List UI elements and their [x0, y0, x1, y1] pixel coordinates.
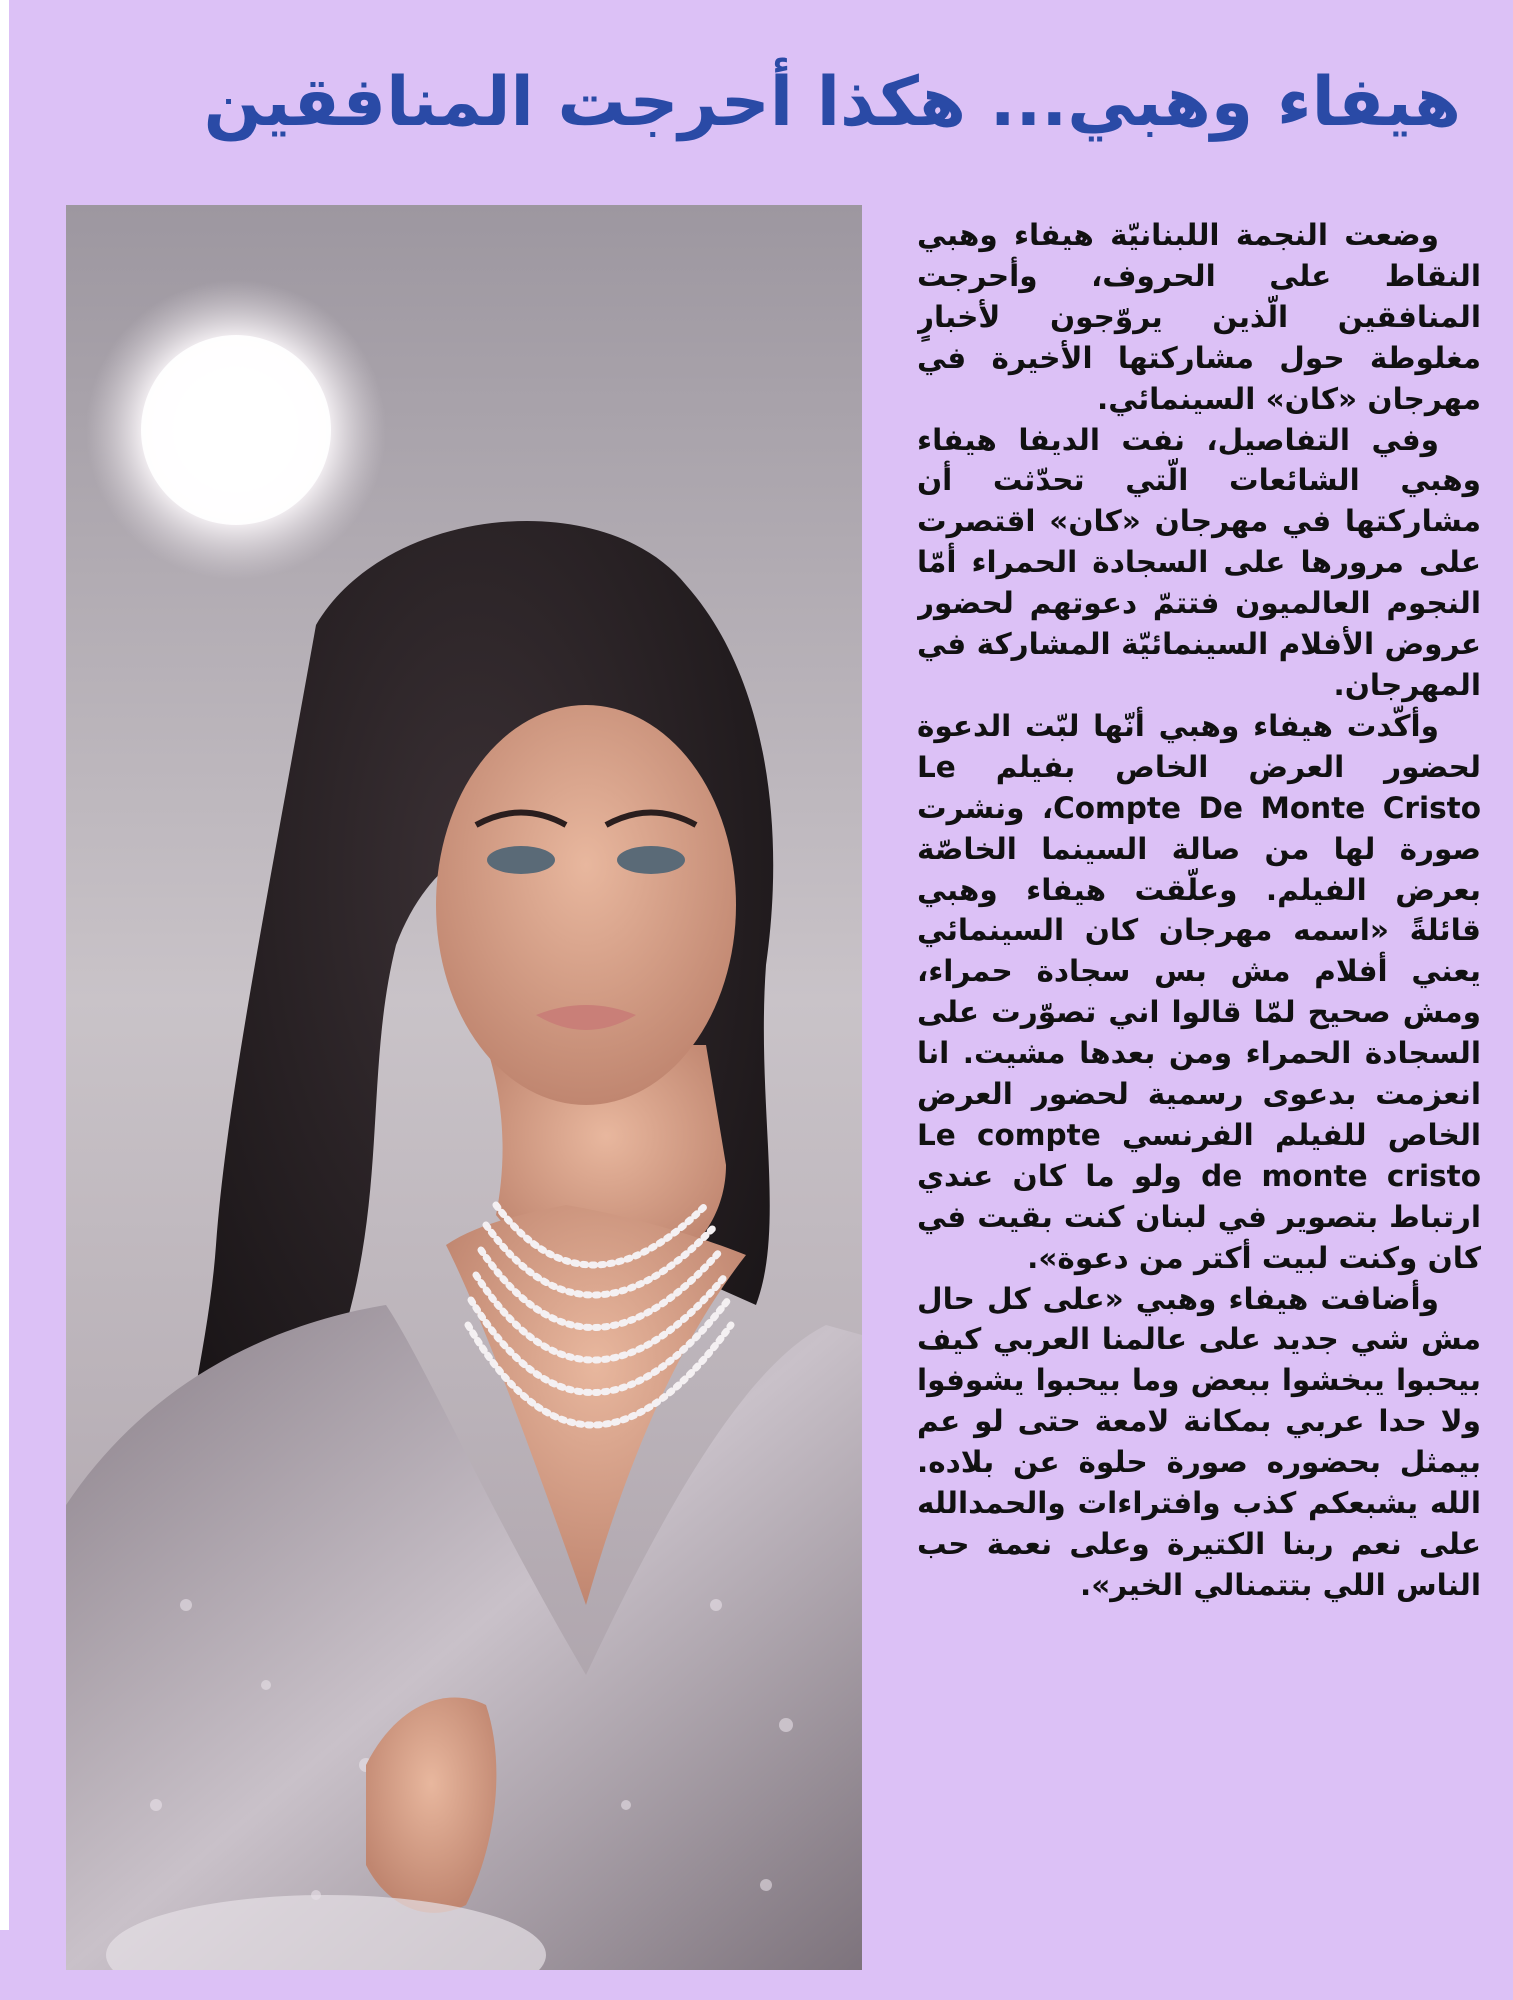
- headline: هيفاء وهبي... هكذا أحرجت المنافقين: [203, 63, 1461, 142]
- article-paragraph-1: وضعت النجمة اللبنانيّة هيفاء وهبي النقاط على الحروف، وأحرجت المنافقين الّذين يروّجون لأخبارٍ مغلوطة حول مشاركتها الأخيرة في مهرجان «كان» السينمائي.: [917, 218, 1481, 416]
- article-paragraph-4: وأضافت هيفاء وهبي «على كل حال مش شي جديد على عالمنا العربي كيف بيحبوا يبخشوا ببعض وما بيحبوا يشوفوا ولا حدا عربي بمكانة لامعة حتى لو عم بيمثل بحضوره صورة حلوة عن بلاده. الله يشبعكم كذب وافتراءات والحمدالله على نعم ربنا الكتيرة وعلى نعمة حب الناس اللي بتتمنالي الخير».: [917, 1281, 1481, 1602]
- article-body: [917, 215, 1481, 1955]
- article-paragraph-3: وأكّدت هيفاء وهبي أنّها لبّت الدعوة لحضور العرض الخاص بفيلم Le Compte De Monte Cristo، ونشرت صورة لها من صالة السينما الخاصّة بعرض الفيلم. وعلّقت هيفاء وهبي قائلةً «اسمه مهرجان كان السينمائي يعني أفلام مش بس سجادة حمراء، ومش صحيح لمّا قالوا اني تصوّرت على السجادة الحمراء ومن بعدها مشيت. انا انعزمت بدعوى رسمية لحضور العرض الخاص للفيلم الفرنسي Le compte de monte cristo ولو ما كان عندي ارتباط بتصوير في لبنان كنت بقيت في كان وكنت لبيت أكتر من دعوة».: [917, 708, 1481, 1275]
- portrait-photo: [66, 205, 862, 1970]
- left-margin-rule: [0, 0, 9, 1930]
- article-paragraph-2: وفي التفاصيل، نفت الديفا هيفاء وهبي الشائعات الّتي تحدّثت أن مشاركتها في مهرجان «كان» اقتصرت على مرورها على السجادة الحمراء أمّا النجوم العالميون فتتمّ دعوتهم لحضور عروض الأفلام السينمائيّة المشاركة في المهرجان.: [917, 422, 1481, 702]
